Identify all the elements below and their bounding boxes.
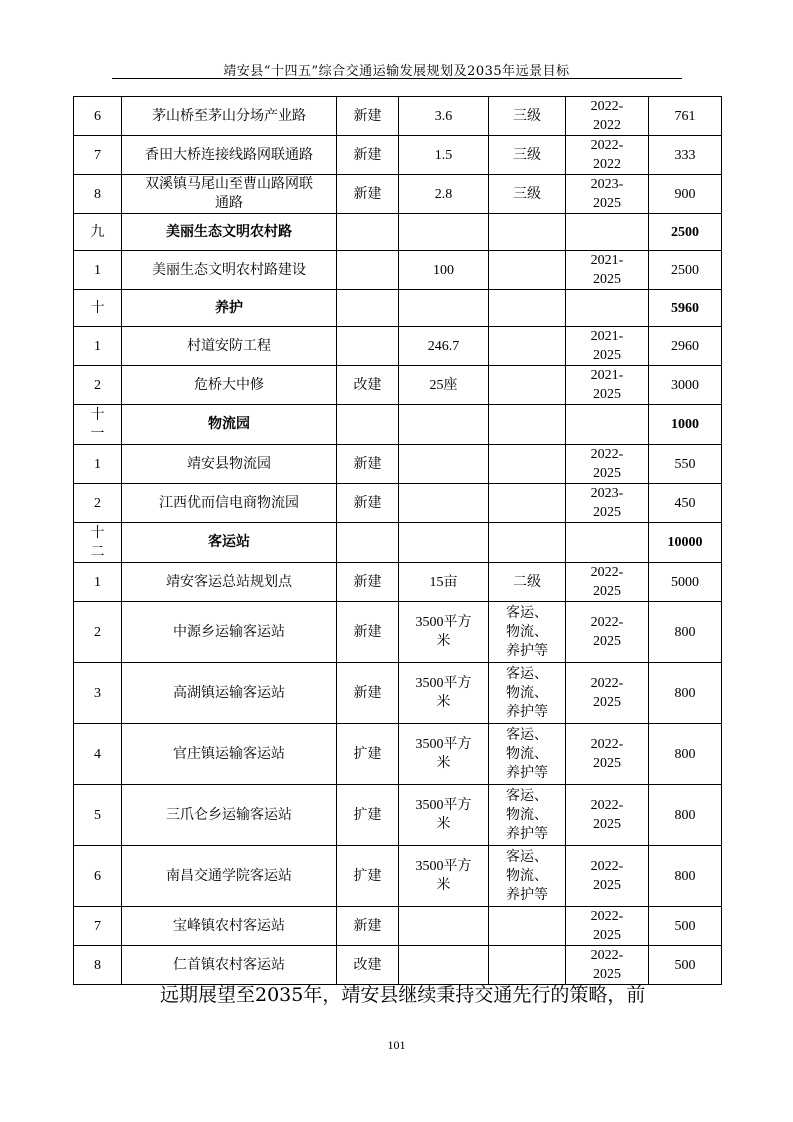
page-number: 101 [387,1038,406,1052]
cell-period: 2022- 2025 [566,785,649,846]
cell-scale: 3.6 [399,97,489,136]
cell-scale [399,484,489,523]
cell-invest: 333 [649,136,722,175]
cell-name: 中源乡运输客运站 [122,602,337,663]
cell-kind: 新建 [337,602,399,663]
cell-scale: 2.8 [399,175,489,214]
cell-invest: 900 [649,175,722,214]
cell-scale: 246.7 [399,327,489,366]
cell-invest: 5000 [649,563,722,602]
category-row [74,523,722,563]
cell-kind [337,290,399,327]
cell-period: 2023- 2025 [566,175,649,214]
body-paragraph: 远期展望至2035年，靖安县继续秉持交通先行的策略，前 [160,984,646,1006]
category-row [74,405,722,445]
cell-grade [489,251,566,290]
cell-kind: 新建 [337,445,399,484]
cell-name: 官庄镇运输客运站 [122,724,337,785]
cell-name: 高湖镇运输客运站 [122,663,337,724]
cell-grade [489,366,566,405]
cell-no: 6 [74,846,122,907]
cell-invest: 800 [649,785,722,846]
table-row [74,724,722,785]
cell-scale [399,405,489,445]
table-row [74,136,722,175]
cell-kind [337,251,399,290]
table-row [74,602,722,663]
cell-scale [399,214,489,251]
cell-period: 2022- 2025 [566,846,649,907]
cell-grade [489,445,566,484]
cell-grade: 客运、 物流、 养护等 [489,724,566,785]
cell-scale: 25座 [399,366,489,405]
cell-period: 2022- 2022 [566,97,649,136]
cell-no: 1 [74,563,122,602]
cell-invest: 3000 [649,366,722,405]
cell-scale: 3500平方 米 [399,785,489,846]
cell-name: 靖安客运总站规划点 [122,563,337,602]
cell-invest: 450 [649,484,722,523]
cell-no: 6 [74,97,122,136]
table-row [74,846,722,907]
table-row [74,663,722,724]
cell-kind: 新建 [337,175,399,214]
cell-invest: 800 [649,846,722,907]
cell-invest: 2960 [649,327,722,366]
cell-scale: 100 [399,251,489,290]
cell-grade: 客运、 物流、 养护等 [489,785,566,846]
cell-name: 美丽生态文明农村路 [122,214,337,251]
cell-period [566,405,649,445]
cell-kind: 新建 [337,136,399,175]
cell-period: 2022- 2025 [566,946,649,985]
cell-grade [489,907,566,946]
cell-grade [489,290,566,327]
cell-no: 1 [74,327,122,366]
table-row [74,366,722,405]
cell-scale: 15亩 [399,563,489,602]
table-row [74,97,722,136]
cell-kind: 改建 [337,366,399,405]
category-row [74,290,722,327]
cell-period: 2022- 2025 [566,602,649,663]
table-row [74,445,722,484]
table-row [74,907,722,946]
cell-name: 美丽生态文明农村路建设 [122,251,337,290]
cell-name: 香田大桥连接线路网联通路 [122,136,337,175]
cell-name: 南昌交通学院客运站 [122,846,337,907]
cell-grade: 三级 [489,97,566,136]
cell-name: 客运站 [122,523,337,563]
cell-period: 2021- 2025 [566,327,649,366]
cell-invest: 761 [649,97,722,136]
cell-invest: 500 [649,907,722,946]
cell-scale: 1.5 [399,136,489,175]
cell-scale [399,907,489,946]
cell-kind [337,405,399,445]
cell-kind [337,523,399,563]
cell-scale: 3500平方 米 [399,663,489,724]
cell-grade: 二级 [489,563,566,602]
cell-no: 3 [74,663,122,724]
cell-period: 2022- 2025 [566,663,649,724]
cell-grade [489,523,566,563]
cell-invest: 10000 [649,523,722,563]
cell-grade [489,946,566,985]
cell-scale: 3500平方 米 [399,846,489,907]
cell-grade: 客运、 物流、 养护等 [489,663,566,724]
cell-name: 双溪镇马尾山至曹山路网联 通路 [122,175,337,214]
cell-kind: 新建 [337,663,399,724]
cell-invest: 5960 [649,290,722,327]
cell-invest: 2500 [649,214,722,251]
cell-name: 茅山桥至茅山分场产业路 [122,97,337,136]
cell-scale [399,290,489,327]
cell-scale: 3500平方 米 [399,724,489,785]
cell-kind: 改建 [337,946,399,985]
cell-name: 危桥大中修 [122,366,337,405]
table-row [74,327,722,366]
cell-grade [489,405,566,445]
table-row [74,563,722,602]
cell-scale: 3500平方 米 [399,602,489,663]
cell-no: 4 [74,724,122,785]
cell-no: 1 [74,251,122,290]
cell-grade: 三级 [489,136,566,175]
cell-no: 九 [74,214,122,251]
cell-name: 养护 [122,290,337,327]
cell-kind [337,327,399,366]
cell-kind: 扩建 [337,846,399,907]
cell-grade: 客运、 物流、 养护等 [489,846,566,907]
cell-kind: 新建 [337,563,399,602]
cell-name: 物流园 [122,405,337,445]
cell-kind: 扩建 [337,724,399,785]
cell-no: 8 [74,946,122,985]
cell-no: 十 一 [74,405,122,445]
cell-name: 仁首镇农村客运站 [122,946,337,985]
table-row [74,484,722,523]
cell-grade: 客运、 物流、 养护等 [489,602,566,663]
cell-kind: 扩建 [337,785,399,846]
cell-name: 宝峰镇农村客运站 [122,907,337,946]
table-row [74,946,722,985]
table-row [74,785,722,846]
cell-no: 十 二 [74,523,122,563]
cell-scale [399,523,489,563]
projects-table [73,96,722,985]
cell-period: 2022- 2025 [566,445,649,484]
cell-invest: 800 [649,663,722,724]
cell-no: 2 [74,602,122,663]
cell-no: 1 [74,445,122,484]
cell-name: 江西优而信电商物流园 [122,484,337,523]
cell-invest: 1000 [649,405,722,445]
cell-no: 十 [74,290,122,327]
cell-scale [399,946,489,985]
cell-invest: 550 [649,445,722,484]
cell-period: 2023- 2025 [566,484,649,523]
cell-name: 三爪仑乡运输客运站 [122,785,337,846]
cell-no: 5 [74,785,122,846]
cell-kind [337,214,399,251]
cell-no: 2 [74,366,122,405]
cell-kind: 新建 [337,97,399,136]
table-row [74,251,722,290]
cell-period: 2022- 2022 [566,136,649,175]
cell-grade: 三级 [489,175,566,214]
cell-grade [489,327,566,366]
cell-period [566,214,649,251]
cell-name: 村道安防工程 [122,327,337,366]
page-header: 靖安县“十四五”综合交通运输发展规划及2035年远景目标 [223,64,570,79]
header-rule [112,78,682,79]
cell-grade [489,484,566,523]
cell-period: 2021- 2025 [566,251,649,290]
cell-grade [489,214,566,251]
cell-period: 2022- 2025 [566,907,649,946]
cell-no: 7 [74,136,122,175]
cell-invest: 2500 [649,251,722,290]
cell-period [566,290,649,327]
cell-kind: 新建 [337,484,399,523]
cell-name: 靖安县物流园 [122,445,337,484]
cell-invest: 800 [649,724,722,785]
cell-invest: 500 [649,946,722,985]
cell-scale [399,445,489,484]
cell-no: 2 [74,484,122,523]
cell-invest: 800 [649,602,722,663]
cell-no: 7 [74,907,122,946]
cell-no: 8 [74,175,122,214]
category-row [74,214,722,251]
table-row [74,175,722,214]
cell-period: 2022- 2025 [566,724,649,785]
cell-period [566,523,649,563]
cell-period: 2021- 2025 [566,366,649,405]
cell-kind: 新建 [337,907,399,946]
cell-period: 2022- 2025 [566,563,649,602]
